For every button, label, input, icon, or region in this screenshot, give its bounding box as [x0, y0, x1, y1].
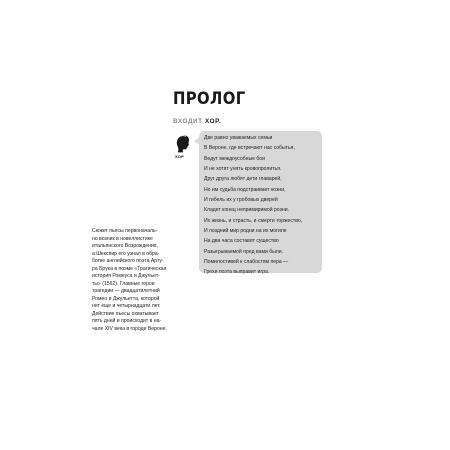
margin-note-line: ра Брука в поэме «Трагическая [92, 265, 167, 272]
margin-note-line: пять дней и происходит в на- [92, 318, 162, 324]
speaker-avatar [173, 133, 195, 165]
verse-lines [204, 133, 320, 278]
margin-note-line: ботке английского поэта Арту- [92, 258, 164, 264]
verse-line: Разыгрываемой пред вами были. [204, 248, 284, 255]
verse-line: Друг друга любят дети главарей, [204, 176, 282, 183]
verse-line: Их жизнь, и страсть, и смерти торжество, [204, 217, 303, 224]
verse-line: Ведут междоусобные бои [204, 155, 265, 162]
verse-line: На два часа составят существо [204, 238, 279, 245]
margin-note-line: нет еще и четырнадцати лет. [92, 303, 161, 309]
margin-note-line: история Ромеуса и Джульет- [92, 273, 160, 279]
margin-note-line: итальянского Возрождения, [92, 243, 158, 249]
margin-note-line: но возник в новеллистике [92, 235, 153, 242]
verse-line: Грехи поэта выправит игра. [204, 269, 270, 276]
margin-note [92, 228, 172, 333]
margin-note-line: трагедии — двадцатилетний [92, 288, 160, 294]
margin-note-line: чале XIV века в городе Вероне. [92, 325, 167, 332]
stage-direction-verb: ВХОДИТ [173, 118, 203, 125]
chapter-title: ПРОЛОГ [173, 89, 246, 108]
margin-note-line: Ромео и Джульетта, которой [92, 295, 160, 302]
margin-note-line: Действие пьесы охватывает [92, 310, 159, 317]
verse-line: В Вероне, где встречают нас событья, [204, 145, 295, 152]
verse-line: Кладет конец непримиримой розни. [204, 207, 289, 214]
verse-line: И поздний мир родни на их могиле [204, 227, 287, 234]
stage-direction-character: ХОР. [204, 118, 222, 125]
stage-direction [173, 118, 221, 125]
verse-line: Помилостивей к слабостям пера — [204, 258, 289, 265]
verse-line: Две равно уважаемых семьи [204, 135, 273, 141]
verse-line: Но им судьба подстраивает козни, [204, 186, 286, 193]
margin-note-line: Сюжет пьесы первоначаль- [92, 228, 158, 234]
speaker-label: ХОР [175, 154, 184, 159]
margin-note-line: а Шекспир его узнал в обра- [92, 250, 160, 257]
margin-note-line: ты» (1562). Главные герои [92, 280, 155, 287]
verse-line: И гибель их у гробовых дверей [204, 196, 278, 203]
profile-silhouette-icon [173, 133, 195, 155]
verse-line: И не хотят унять кровопролитья. [204, 165, 282, 172]
